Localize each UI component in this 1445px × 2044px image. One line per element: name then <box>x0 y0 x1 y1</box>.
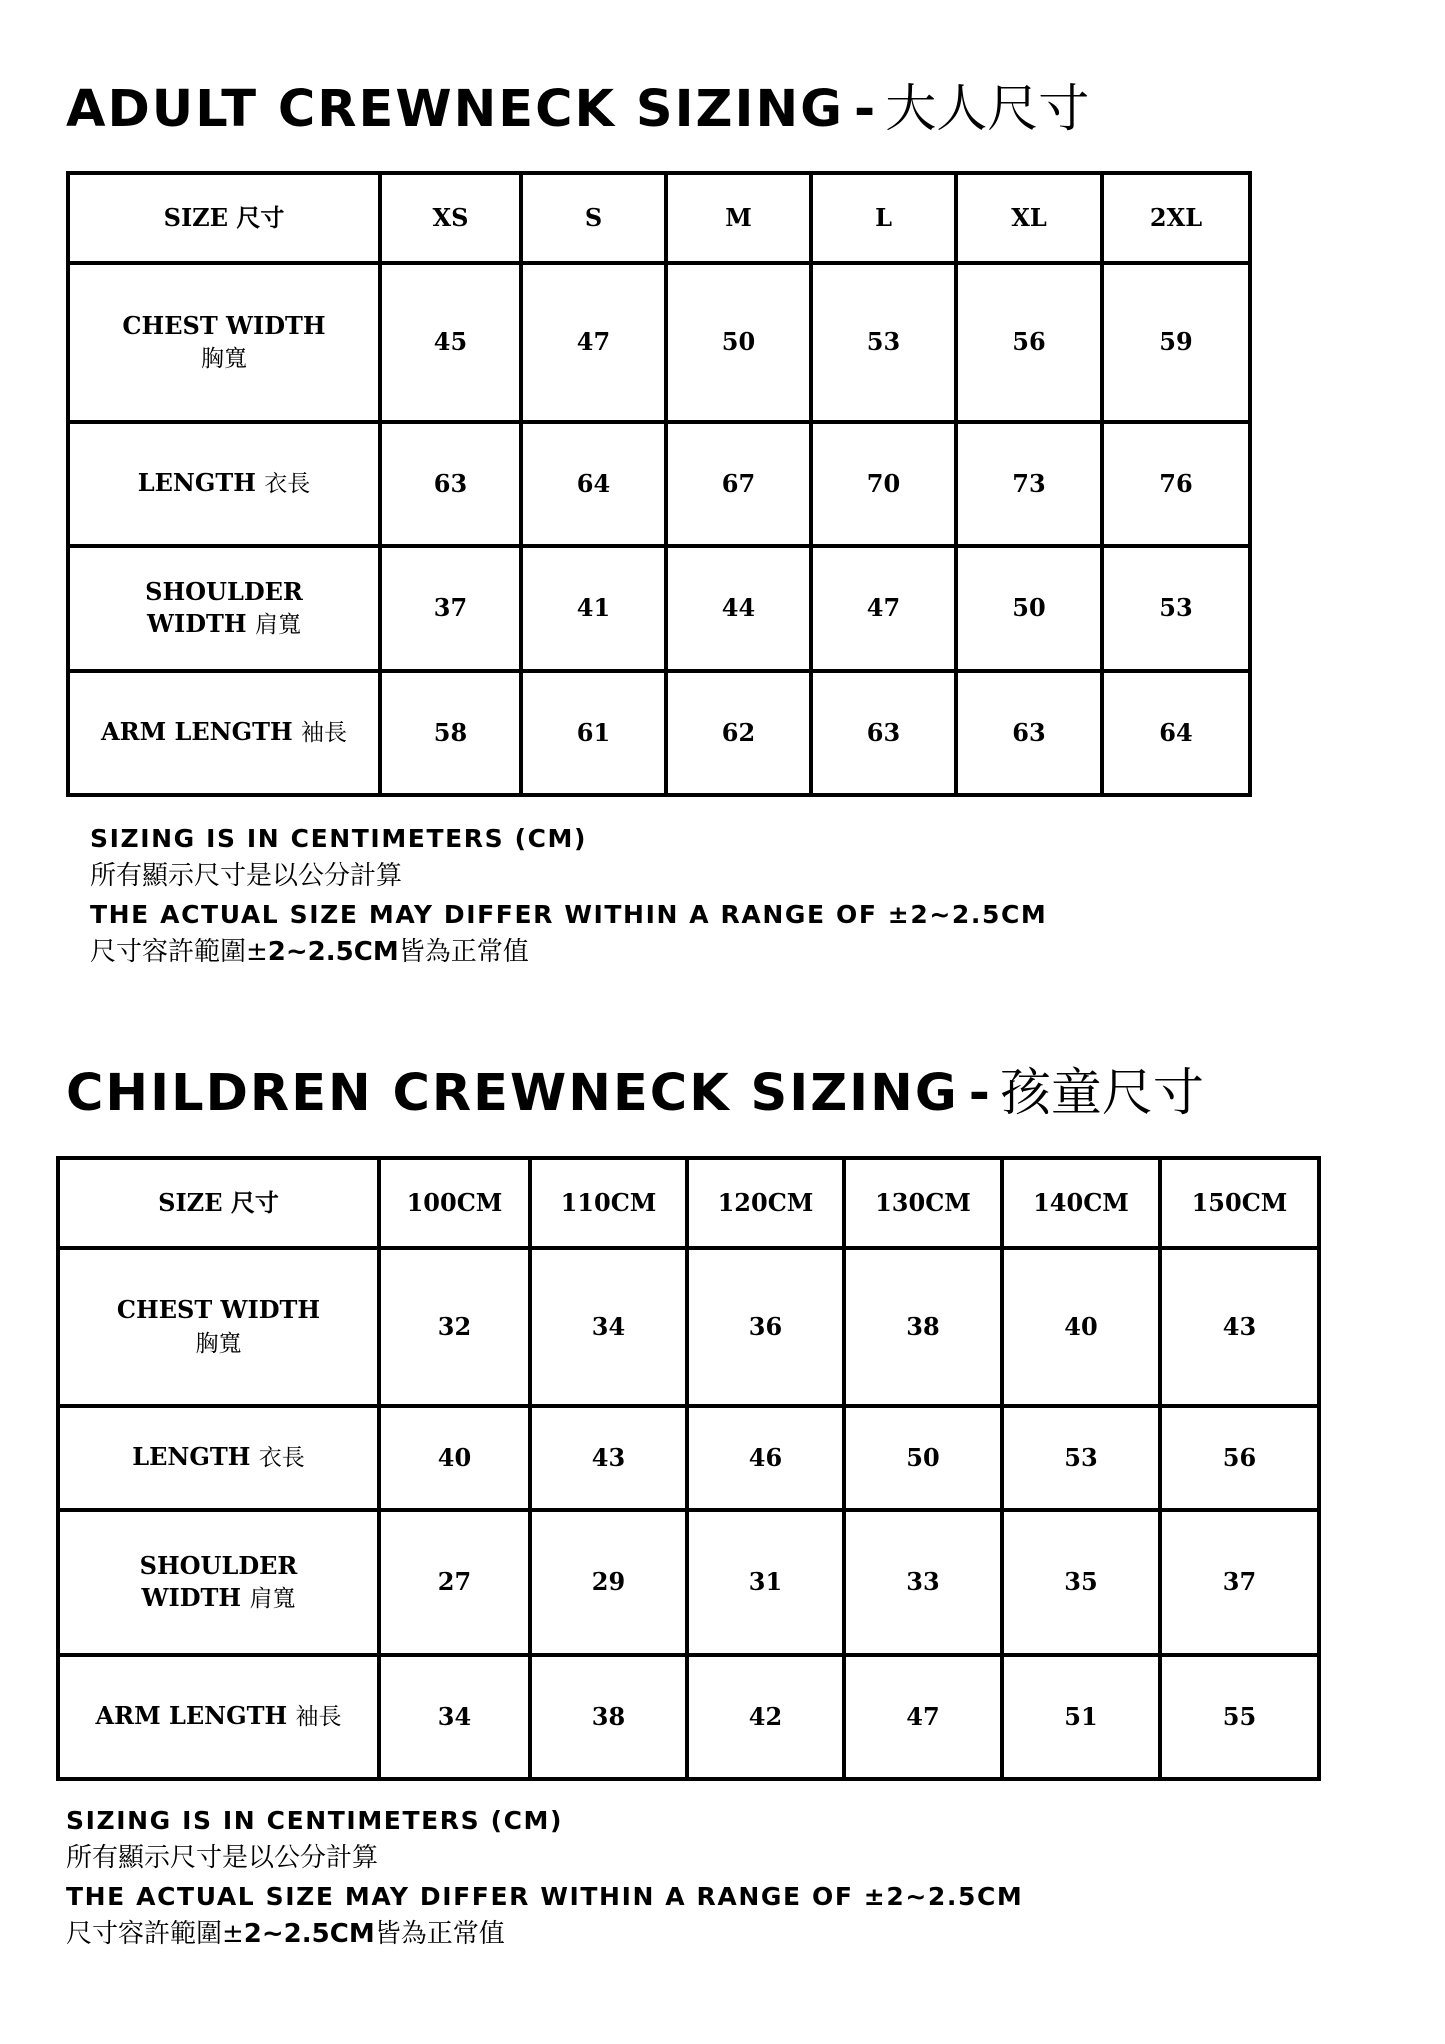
adult-size-col: XL <box>956 173 1102 263</box>
table-cell: 50 <box>956 546 1102 670</box>
children-title-en: CHILDREN CREWNECK SIZING <box>66 1064 959 1123</box>
table-cell: 46 <box>687 1406 844 1510</box>
children-row-label <box>58 1510 379 1655</box>
table-cell: 47 <box>521 263 666 422</box>
unit-note-zh: 所有顯示尺寸是以公分計算 <box>90 861 403 891</box>
table-cell: 35 <box>1002 1510 1160 1655</box>
table-cell: 45 <box>380 263 521 422</box>
children-row-label <box>58 1406 379 1510</box>
children-header-label: SIZE 尺寸 <box>58 1158 379 1248</box>
table-cell: 34 <box>530 1248 687 1406</box>
tolerance-note-zh: 尺寸容許範圍± 2~2.5CM 皆為正常值 <box>66 1919 505 1949</box>
table-cell: 27 <box>379 1510 530 1655</box>
children-title-zh: 孩童尺寸 <box>999 1064 1204 1123</box>
row-label-en: LENGTH <box>132 1442 251 1472</box>
adult-title-zh: 大人尺寸 <box>885 80 1090 139</box>
children-size-table <box>56 1156 1321 1781</box>
table-cell: 29 <box>530 1510 687 1655</box>
table-cell: 63 <box>811 671 956 795</box>
children-row-label <box>58 1655 379 1779</box>
row-label-zh: 胸寬 <box>195 1330 242 1357</box>
table-cell: 76 <box>1102 422 1250 546</box>
row-label-zh: 袖長 <box>300 720 347 747</box>
table-cell: 33 <box>844 1510 1002 1655</box>
children-row-length <box>58 1406 1319 1510</box>
adult-size-col: XS <box>380 173 521 263</box>
unit-note-zh: 所有顯示尺寸是以公分計算 <box>66 1843 379 1873</box>
adult-size-col: 2XL <box>1102 173 1250 263</box>
table-cell: 73 <box>956 422 1102 546</box>
adult-notes <box>90 819 1047 971</box>
adult-header-label: SIZE 尺寸 <box>68 173 380 263</box>
table-cell: 53 <box>1002 1406 1160 1510</box>
table-cell: 64 <box>1102 671 1250 795</box>
table-cell: 42 <box>687 1655 844 1779</box>
children-title <box>66 1064 1204 1123</box>
row-label-zh: 袖長 <box>295 1704 342 1731</box>
table-cell: 50 <box>844 1406 1002 1510</box>
row-label-zh: 胸寬 <box>201 346 247 373</box>
table-cell: 38 <box>530 1655 687 1779</box>
adult-header-row <box>68 173 1250 263</box>
adult-size-col: M <box>666 173 811 263</box>
row-label-en: CHEST WIDTH <box>116 1295 321 1325</box>
children-row-arm <box>58 1655 1319 1779</box>
adult-row-chest <box>68 263 1250 422</box>
children-size-col: 120CM <box>687 1158 844 1248</box>
table-cell: 40 <box>1002 1248 1160 1406</box>
adult-row-label <box>68 546 380 670</box>
table-cell: 43 <box>1160 1248 1319 1406</box>
tolerance-note-en: THE ACTUAL SIZE MAY DIFFER WITHIN A RANGE OF ±2~2.5CM <box>66 1881 1024 1911</box>
children-size-col: 150CM <box>1160 1158 1319 1248</box>
adult-title-en: ADULT CREWNECK SIZING <box>66 80 845 139</box>
adult-title-separator: - <box>854 80 876 139</box>
adult-size-col: S <box>521 173 666 263</box>
adult-size-col: L <box>811 173 956 263</box>
adult-row-label <box>68 263 380 422</box>
table-cell: 56 <box>1160 1406 1319 1510</box>
adult-row-length <box>68 422 1250 546</box>
tolerance-note-zh: 尺寸容許範圍± 2~2.5CM 皆為正常值 <box>90 937 529 967</box>
table-cell: 53 <box>811 263 956 422</box>
children-row-label <box>58 1248 379 1406</box>
table-cell: 70 <box>811 422 956 546</box>
table-cell: 56 <box>956 263 1102 422</box>
adult-row-shoulder <box>68 546 1250 670</box>
adult-size-table <box>66 171 1252 797</box>
table-cell: 63 <box>956 671 1102 795</box>
table-cell: 67 <box>666 422 811 546</box>
table-cell: 44 <box>666 546 811 670</box>
row-label-en: SHOULDER WIDTH <box>139 1550 298 1613</box>
table-cell: 53 <box>1102 546 1250 670</box>
table-cell: 32 <box>379 1248 530 1406</box>
table-cell: 36 <box>687 1248 844 1406</box>
unit-note-en: SIZING IS IN CENTIMETERS (CM) <box>90 823 588 853</box>
children-row-shoulder <box>58 1510 1319 1655</box>
table-cell: 64 <box>521 422 666 546</box>
children-size-col: 100CM <box>379 1158 530 1248</box>
table-cell: 55 <box>1160 1655 1319 1779</box>
row-label-zh: 衣長 <box>258 1445 305 1472</box>
row-label-zh: 衣長 <box>264 471 311 498</box>
row-label-en: ARM LENGTH <box>95 1701 288 1731</box>
table-cell: 34 <box>379 1655 530 1779</box>
table-cell: 61 <box>521 671 666 795</box>
children-size-col: 130CM <box>844 1158 1002 1248</box>
children-header-row <box>58 1158 1319 1248</box>
adult-row-label <box>68 671 380 795</box>
children-size-col: 110CM <box>530 1158 687 1248</box>
children-title-separator: - <box>968 1064 990 1123</box>
table-cell: 41 <box>521 546 666 670</box>
row-label-zh: 肩寬 <box>249 1586 296 1613</box>
table-cell: 63 <box>380 422 521 546</box>
row-label-en: SHOULDER WIDTH <box>145 576 303 639</box>
table-cell: 37 <box>380 546 521 670</box>
tolerance-note-en: THE ACTUAL SIZE MAY DIFFER WITHIN A RANGE OF ±2~2.5CM <box>90 899 1048 929</box>
children-notes <box>66 1801 1023 1953</box>
row-label-en: ARM LENGTH <box>101 717 293 747</box>
row-label-zh: 肩寬 <box>254 612 301 639</box>
table-cell: 62 <box>666 671 811 795</box>
table-cell: 31 <box>687 1510 844 1655</box>
table-cell: 58 <box>380 671 521 795</box>
table-cell: 40 <box>379 1406 530 1510</box>
table-cell: 38 <box>844 1248 1002 1406</box>
table-cell: 50 <box>666 263 811 422</box>
table-cell: 47 <box>844 1655 1002 1779</box>
adult-row-arm <box>68 671 1250 795</box>
adult-row-label <box>68 422 380 546</box>
table-cell: 59 <box>1102 263 1250 422</box>
children-size-col: 140CM <box>1002 1158 1160 1248</box>
table-cell: 51 <box>1002 1655 1160 1779</box>
table-cell: 43 <box>530 1406 687 1510</box>
row-label-en: CHEST WIDTH <box>122 310 326 340</box>
table-cell: 47 <box>811 546 956 670</box>
children-row-chest <box>58 1248 1319 1406</box>
unit-note-en: SIZING IS IN CENTIMETERS (CM) <box>66 1805 564 1835</box>
table-cell: 37 <box>1160 1510 1319 1655</box>
adult-title <box>66 80 1090 139</box>
row-label-en: LENGTH <box>137 468 256 498</box>
